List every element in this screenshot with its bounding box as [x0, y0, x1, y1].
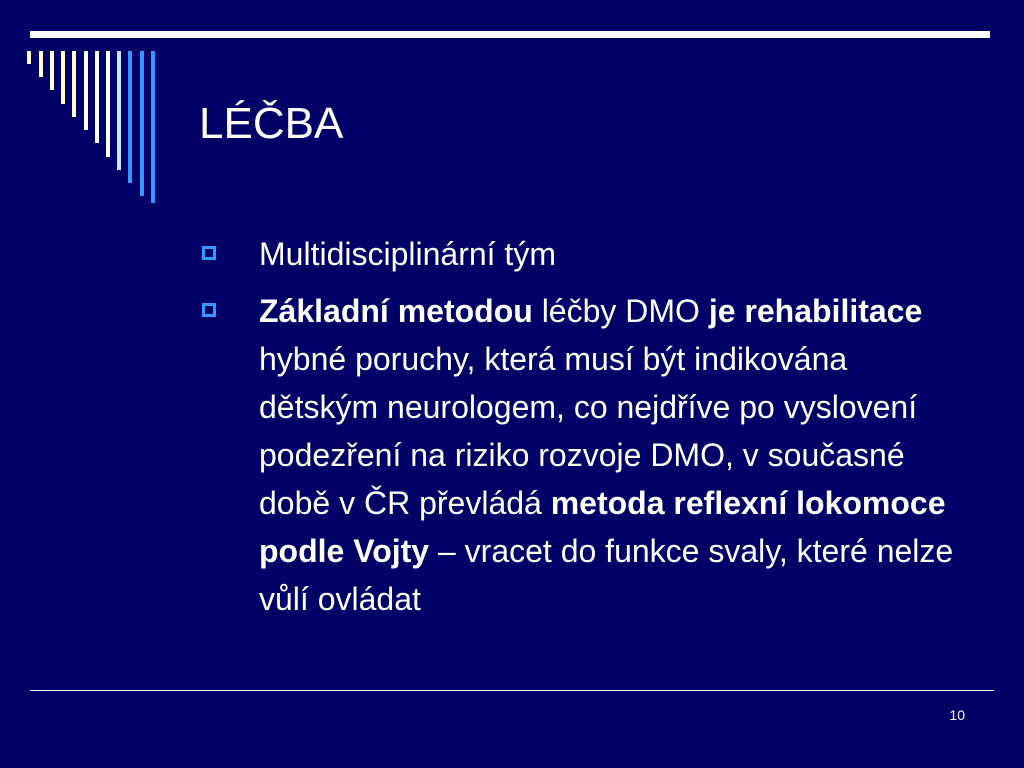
stripe — [151, 51, 155, 203]
bullet-text — [259, 287, 959, 623]
stripe — [72, 51, 76, 117]
bottom-rule — [30, 690, 994, 691]
bullet-text-normal: hybné poruchy, která musí být indikována dětským neurologem, co nejdříve po vyslovení podezření na riziko rozvoje DMO, v současné době v ČR převládá — [259, 341, 918, 521]
stripe — [128, 51, 132, 183]
stripe — [84, 51, 88, 130]
stripe — [39, 51, 43, 77]
stripe — [61, 51, 65, 104]
stripe — [95, 51, 99, 143]
decorative-stripes — [0, 0, 180, 210]
stripe — [50, 51, 54, 90]
stripe — [106, 51, 110, 157]
stripe — [140, 51, 144, 196]
slide-title: LÉČBA — [199, 99, 344, 148]
square-bullet-icon — [202, 303, 216, 317]
bullet-item — [200, 287, 970, 623]
bullet-text-bold: je rehabilitace — [708, 293, 923, 329]
stripe — [117, 51, 121, 170]
bullet-text-bold: Základní metodou — [259, 293, 533, 329]
bullet-text: Multidisciplinární tým — [259, 236, 556, 272]
bullet-text-bold: metoda reflexní lokomoce podle Vojty — [259, 485, 946, 569]
page-number: 10 — [949, 707, 965, 723]
bullet-text-normal: – vracet do funkce svaly, které nelze vůlí ovládat — [259, 533, 954, 617]
bullet-item — [200, 230, 970, 278]
square-bullet-icon — [202, 246, 216, 260]
bullet-list — [200, 230, 970, 632]
bullet-text-normal: léčby DMO — [532, 293, 709, 329]
stripe — [27, 51, 31, 64]
